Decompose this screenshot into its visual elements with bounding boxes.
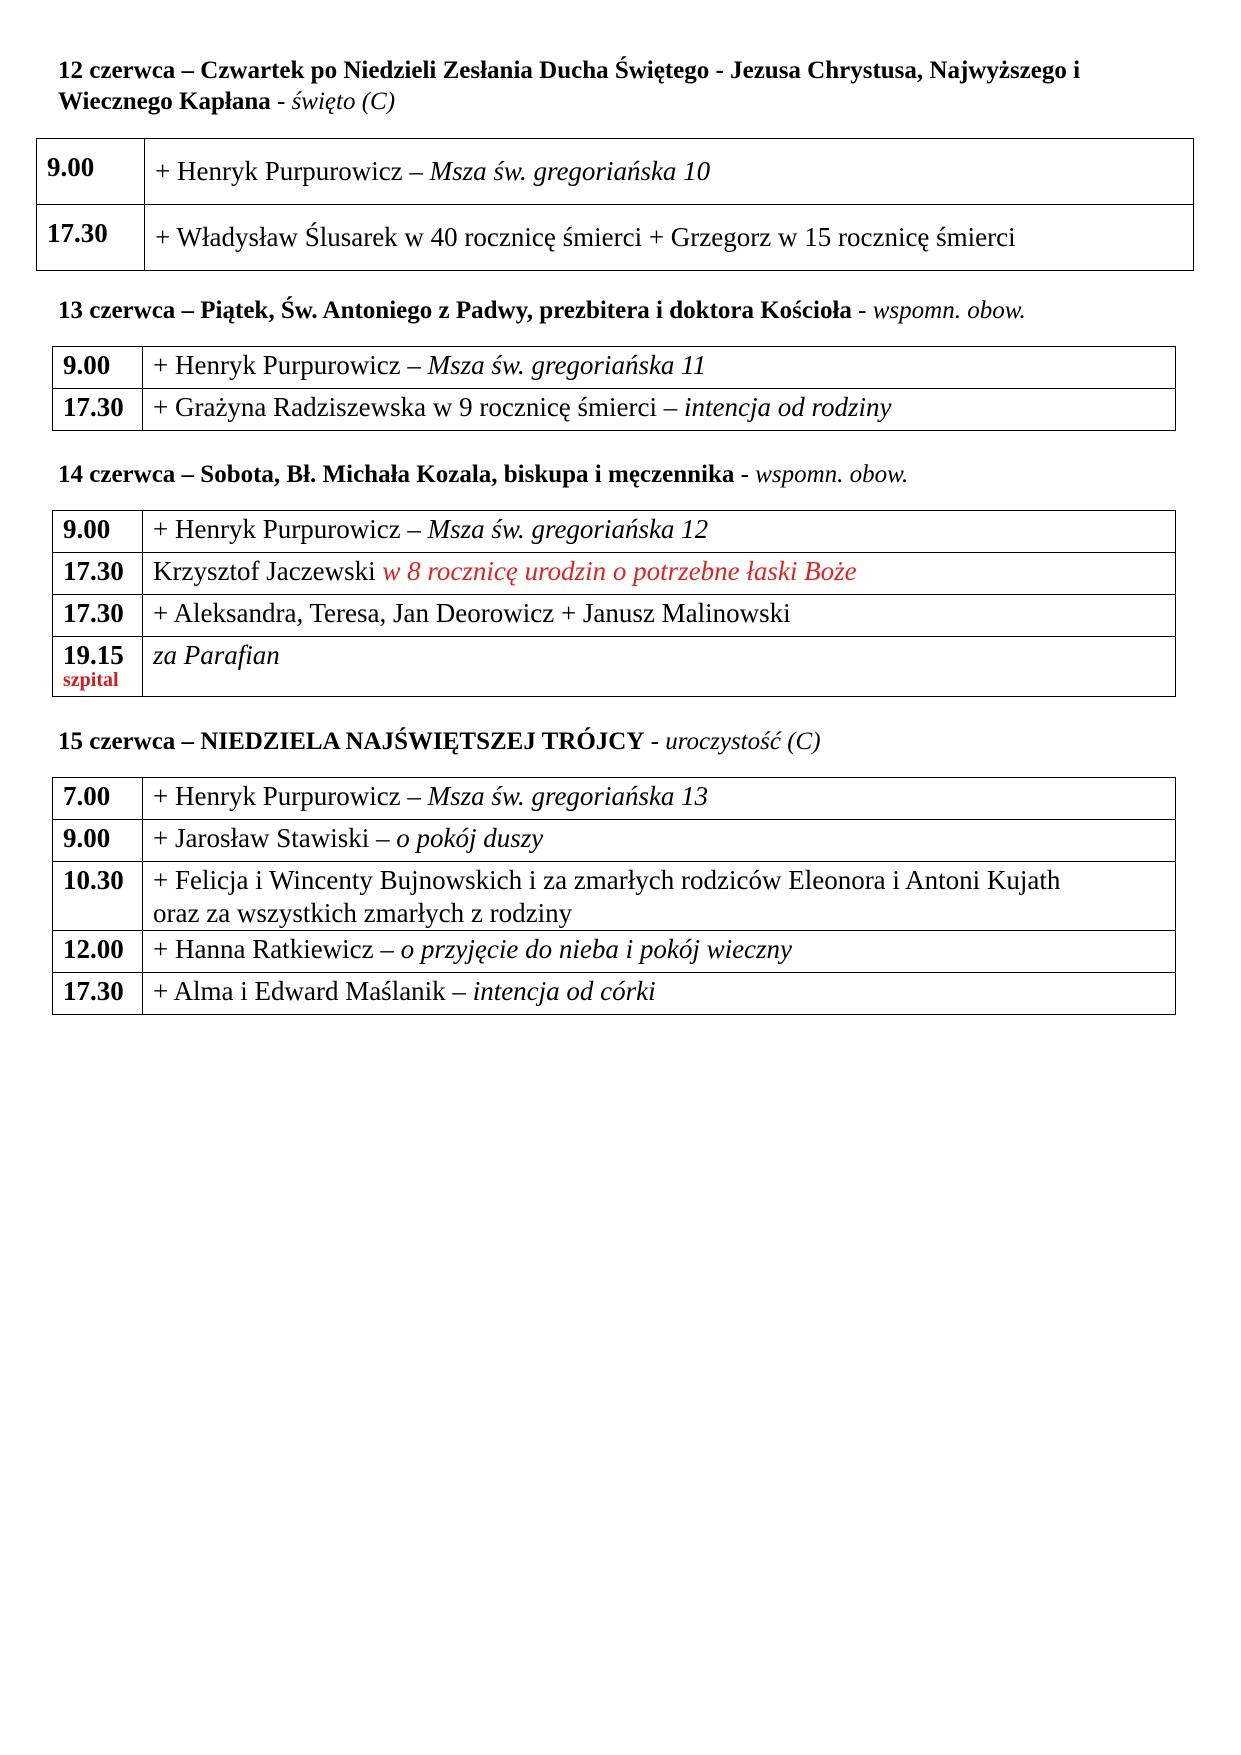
mass-time: 17.30 <box>37 205 145 271</box>
mass-intention <box>143 973 1176 1015</box>
intention-text: + Hanna Ratkiewicz – <box>153 934 401 964</box>
intention-red: w 8 rocznicę urodzin o potrzebne łaski Boże <box>382 556 857 586</box>
intention-italic: intencja od rodziny <box>684 392 892 422</box>
intention-text: + Alma i Edward Maślanik – <box>153 976 473 1006</box>
table-row <box>53 511 1176 553</box>
table-row <box>53 637 1176 697</box>
day-heading-title-cont: Wiecznego Kapłana <box>58 88 271 115</box>
mass-time: 9.00 <box>53 347 143 389</box>
intention-italic: za Parafian <box>153 640 280 670</box>
day-heading-title: 15 czerwca – NIEDZIELA NAJŚWIĘTSZEJ TRÓJCY <box>58 728 645 755</box>
mass-time: 10.30 <box>53 862 143 931</box>
day-heading-rank: wspomn. obow. <box>872 297 1026 324</box>
mass-intention <box>143 553 1176 595</box>
intention-text: + Jarosław Stawiski – <box>153 823 397 853</box>
intention-text: + Henryk Purpurowicz – <box>155 156 430 186</box>
table-row <box>37 205 1194 271</box>
intention-text: + Henryk Purpurowicz – <box>153 514 428 544</box>
table-row <box>53 595 1176 637</box>
day-heading-15 <box>58 726 1188 757</box>
mass-intention <box>143 595 1176 637</box>
mass-time: 9.00 <box>53 820 143 862</box>
mass-intention <box>143 820 1176 862</box>
intention-text: Krzysztof Jaczewski <box>153 556 383 586</box>
mass-table-12 <box>36 138 1194 271</box>
intention-text: + Aleksandra, Teresa, Jan Deorowicz + Janusz Malinowski <box>153 598 791 628</box>
intention-text: + Grażyna Radziszewska w 9 rocznicę śmierci – <box>153 392 685 422</box>
table-row <box>53 389 1176 431</box>
mass-time: 9.00 <box>37 139 145 205</box>
mass-time: 17.30 <box>53 973 143 1015</box>
intention-italic: Msza św. gregoriańska 12 <box>427 514 709 544</box>
day-heading-sep: - <box>644 728 666 755</box>
mass-intention <box>143 389 1176 431</box>
table-row <box>53 931 1176 973</box>
mass-time: 17.30 <box>53 595 143 637</box>
mass-table-14 <box>52 510 1176 697</box>
mass-time-value: 19.15 <box>63 640 124 670</box>
day-heading-sep: - <box>270 88 292 115</box>
table-row <box>53 553 1176 595</box>
intention-text: + Felicja i Wincenty Bujnowskich i za zmarłych rodziców Eleonora i Antoni Kujath <box>153 865 1061 895</box>
table-row <box>53 973 1176 1015</box>
mass-time: 7.00 <box>53 778 143 820</box>
table-row <box>53 820 1176 862</box>
mass-intention <box>143 862 1176 931</box>
mass-time: 12.00 <box>53 931 143 973</box>
mass-location: szpital <box>63 669 119 691</box>
intention-italic: Msza św. gregoriańska 10 <box>429 156 711 186</box>
day-heading-title: 12 czerwca – Czwartek po Niedzieli Zesłania Ducha Świętego - Jezusa Chrystusa, Najwyższego i <box>58 57 1081 84</box>
mass-time: 17.30 <box>53 553 143 595</box>
intention-italic: intencja od córki <box>472 976 656 1006</box>
mass-intention <box>145 205 1194 271</box>
table-row <box>53 862 1176 931</box>
mass-intention <box>143 637 1176 697</box>
intention-text: + Władysław Ślusarek w 40 rocznicę śmierci + Grzegorz w 15 rocznicę śmierci <box>155 222 1016 252</box>
mass-intention <box>143 931 1176 973</box>
mass-intention <box>143 347 1176 389</box>
day-heading-title: 14 czerwca – Sobota, Bł. Michała Kozala, biskupa i męczennika <box>58 461 735 488</box>
mass-time: 17.30 <box>53 389 143 431</box>
day-heading-13 <box>58 295 1188 326</box>
day-heading-sep: - <box>734 461 756 488</box>
mass-intention <box>143 511 1176 553</box>
table-row <box>37 139 1194 205</box>
table-row <box>53 347 1176 389</box>
mass-table-13 <box>52 346 1176 431</box>
intention-text-cont: oraz za wszystkich zmarłych z rodziny <box>153 898 573 928</box>
intention-italic: Msza św. gregoriańska 13 <box>427 781 709 811</box>
day-heading-rank: święto (C) <box>291 88 396 115</box>
mass-time <box>53 637 143 697</box>
intention-italic: o przyjęcie do nieba i pokój wieczny <box>400 934 793 964</box>
mass-intention <box>143 778 1176 820</box>
intention-italic: o pokój duszy <box>396 823 544 853</box>
day-heading-14 <box>58 459 1188 490</box>
day-heading-title: 13 czerwca – Piątek, Św. Antoniego z Padwy, prezbitera i doktora Kościoła <box>58 297 852 324</box>
day-heading-rank: wspomn. obow. <box>755 461 909 488</box>
day-heading-rank: uroczystość (C) <box>665 728 821 755</box>
intention-text: + Henryk Purpurowicz – <box>153 781 428 811</box>
mass-time: 9.00 <box>53 511 143 553</box>
table-row <box>53 778 1176 820</box>
mass-table-15 <box>52 777 1176 1015</box>
day-heading-12 <box>58 55 1188 117</box>
mass-intention <box>145 139 1194 205</box>
intention-text: + Henryk Purpurowicz – <box>153 350 428 380</box>
day-heading-sep: - <box>851 297 873 324</box>
intention-italic: Msza św. gregoriańska 11 <box>427 350 707 380</box>
